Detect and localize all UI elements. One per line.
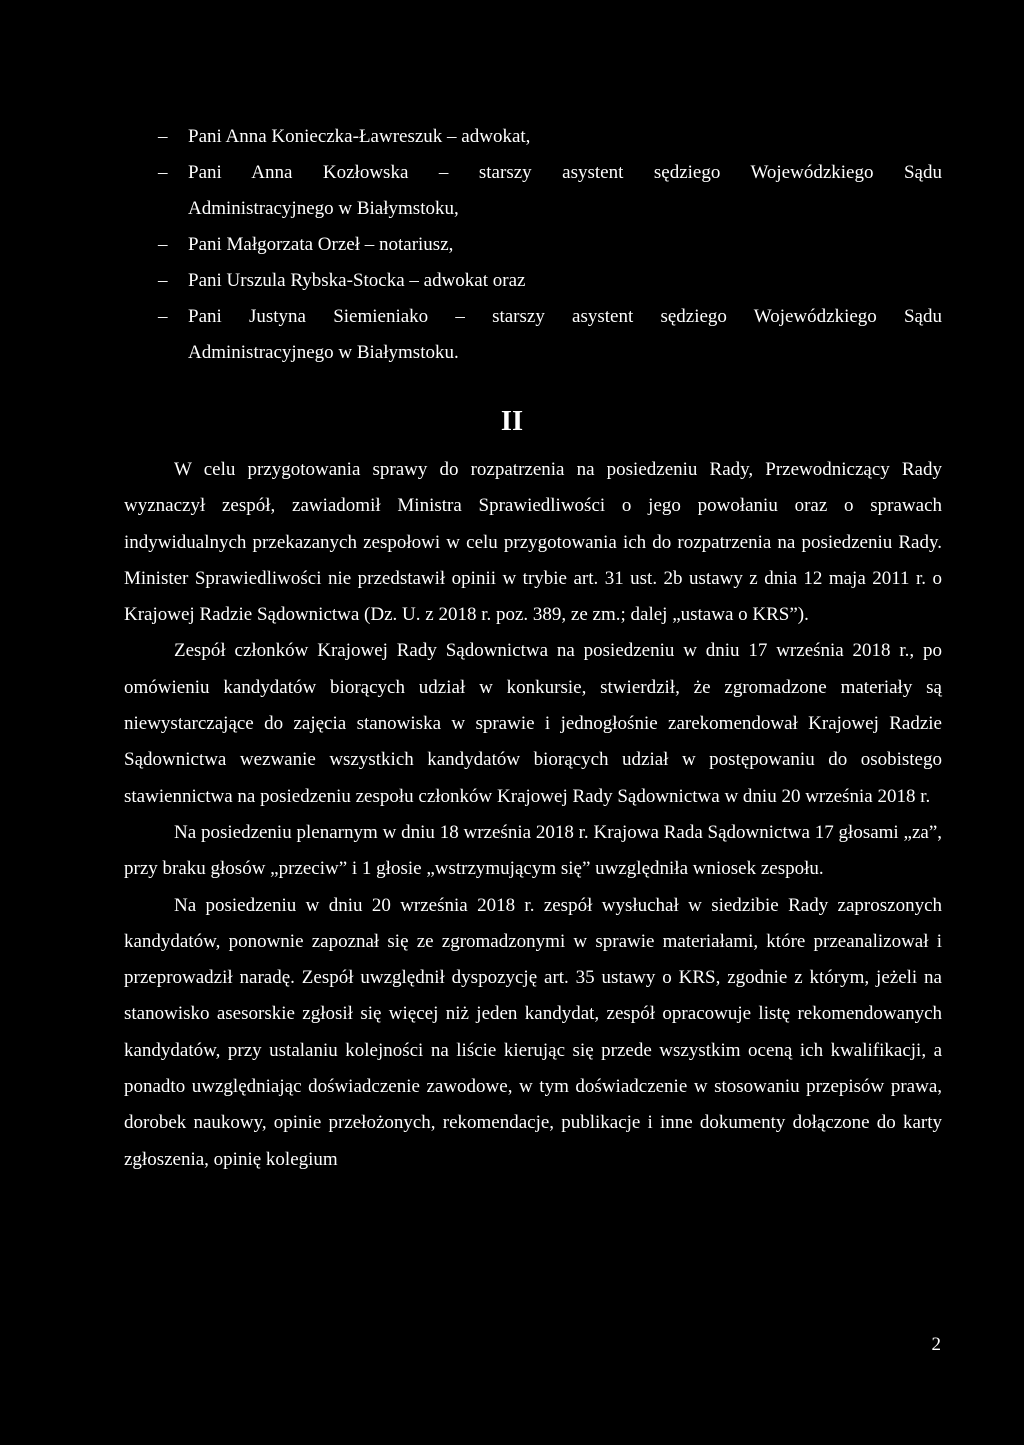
list-item bbox=[158, 263, 942, 299]
list-item-text-continued: Administracyjnego w Białymstoku. bbox=[188, 342, 459, 363]
paragraph: W celu przygotowania sprawy do rozpatrzenia na posiedzeniu Rady, Przewodniczący Rady wyznaczył zespół, zawiadomił Ministra Sprawiedliwości o jego powołaniu oraz o sprawach indywidualnych przekazanych zespołowi w celu przygotowania ich do rozpatrzenia na posiedzeniu Rady. Minister Sprawiedliwości nie przedstawił opinii w trybie art. 31 ust. 2b ustawy z dnia 12 maja 2011 r. o Krajowej Radzie Sądownictwa (Dz. U. z 2018 r. poz. 389, ze zm.; dalej „ustawa o KRS”). bbox=[124, 459, 942, 626]
paragraph: Na posiedzeniu plenarnym w dniu 18 września 2018 r. Krajowa Rada Sądownictwa 17 głosami „za”, przy braku głosów „przeciw” i 1 głosie „wstrzymującym się” uwzględniła wniosek zespołu. bbox=[124, 821, 942, 880]
list-item bbox=[158, 299, 942, 371]
paragraph: Na posiedzeniu w dniu 20 września 2018 r. zespół wysłuchał w siedzibie Rady zaproszonych kandydatów, ponownie zapoznał się ze zgromadzonymi w sprawie materiałami, które przeanalizował i przeprowadził naradę. Zespół uwzględnił dyspozycję art. 35 ustawy o KRS, zgodnie z którym, jeżeli na stanowisko asesorskie zgłosił się więcej niż jeden kandydat, zespół opracowuje listę rekomendowanych kandydatów, przy ustalaniu kolejności na liście kierując się przede wszystkim oceną ich kwalifikacji, a ponadto uwzględniając doświadczenie zawodowe, w tym doświadczenie w stosowaniu przepisów prawa, dorobek naukowy, opinie przełożonych, rekomendacje, publikacje i inne dokumenty dołączone do karty zgłoszenia, opinię kolegium bbox=[124, 894, 942, 1170]
paragraph: Zespół członków Krajowej Rady Sądownictwa na posiedzeniu w dniu 17 września 2018 r., po omówieniu kandydatów biorących udział w konkursie, stwierdził, że zgromadzone materiały są niewystarczające do zajęcia stanowiska w sprawie i jednogłośnie zarekomendował Krajowej Radzie Sądownictwa wezwanie wszystkich kandydatów biorących udział w postępowaniu do osobistego stawiennictwa na posiedzeniu zespołu członków Krajowej Rady Sądownictwa w dniu 20 września 2018 r. bbox=[124, 640, 942, 807]
list-dash: – bbox=[158, 306, 168, 327]
section-heading: II bbox=[500, 406, 524, 437]
list-item-text: Pani Anna Kozłowska – starszy asystent sędziego Wojewódzkiego Sądu bbox=[188, 162, 942, 183]
list-dash: – bbox=[158, 234, 168, 255]
member-list bbox=[158, 119, 942, 371]
list-item-text-continued: Administracyjnego w Białymstoku, bbox=[188, 198, 459, 219]
list-item bbox=[158, 155, 942, 227]
list-dash: – bbox=[158, 270, 168, 291]
body-text bbox=[124, 452, 942, 1178]
list-item-text: Pani Justyna Siemieniako – starszy asystent sędziego Wojewódzkiego Sądu bbox=[188, 306, 942, 327]
page-number: 2 bbox=[931, 1334, 941, 1355]
list-dash: – bbox=[158, 162, 168, 183]
list-item-text: Pani Anna Konieczka-Ławreszuk – adwokat, bbox=[188, 126, 531, 147]
list-item bbox=[158, 119, 942, 155]
list-dash: – bbox=[158, 126, 168, 147]
list-item-text: Pani Małgorzata Orzeł – notariusz, bbox=[188, 234, 454, 255]
list-item-text: Pani Urszula Rybska-Stocka – adwokat oraz bbox=[188, 270, 526, 291]
list-item bbox=[158, 227, 942, 263]
